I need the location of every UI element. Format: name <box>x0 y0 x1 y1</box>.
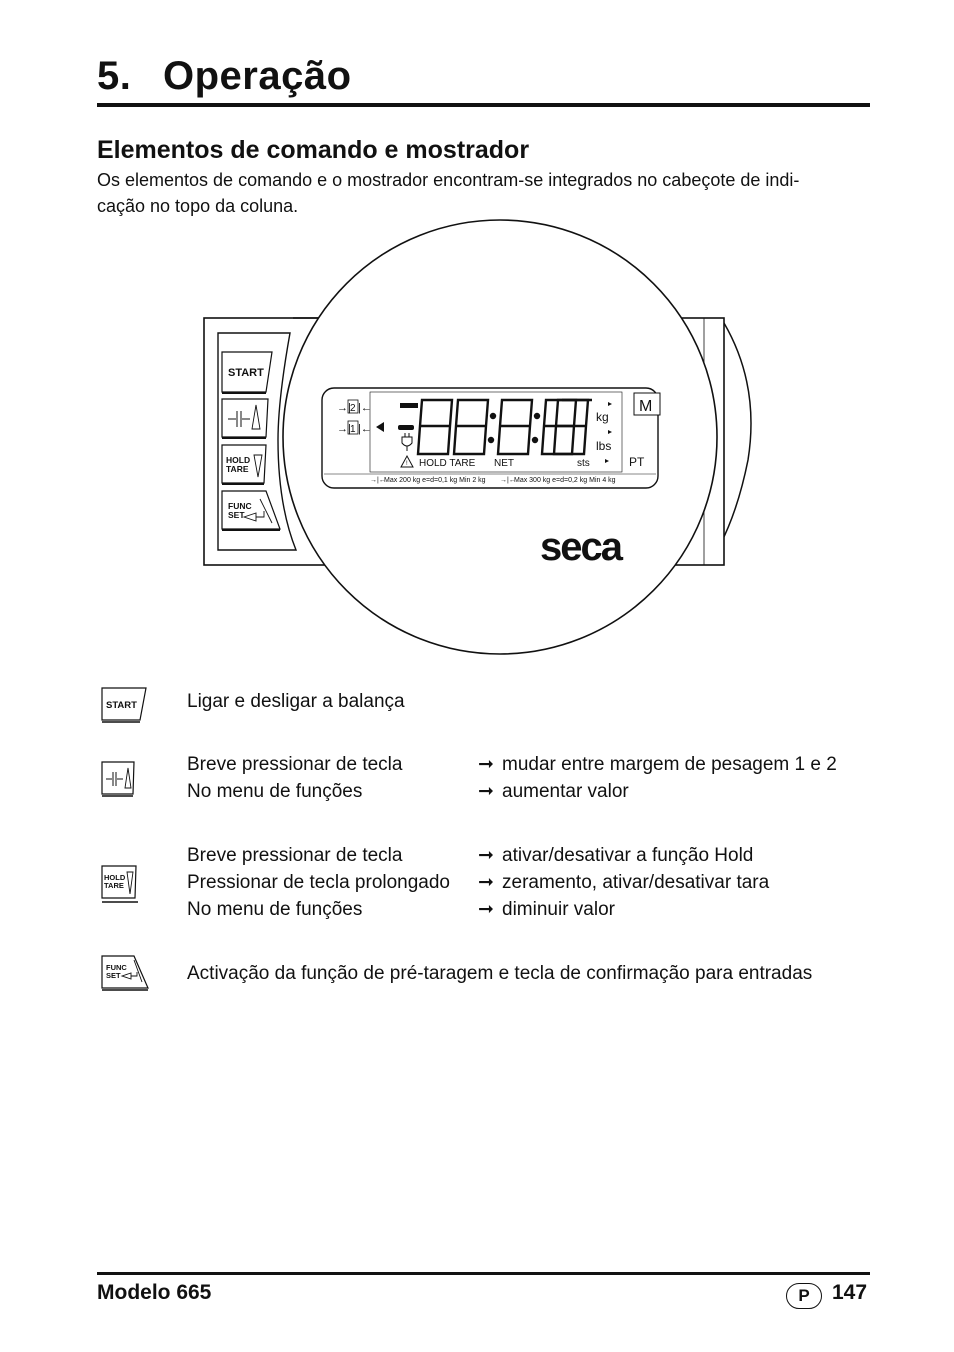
start-key[interactable] <box>222 352 272 393</box>
svg-text:2: 2 <box>350 403 356 414</box>
range-key[interactable] <box>222 399 268 438</box>
hold-result-long: zeramento, ativar/desativar tara <box>502 872 770 893</box>
start-key-label: START <box>228 367 264 379</box>
range-2-indicator <box>337 400 372 414</box>
hold-action-menu: No menu de funções <box>187 899 363 920</box>
range-actions <box>187 751 402 805</box>
brand-logo: seca <box>540 525 621 569</box>
func-set-key-icon <box>100 954 152 994</box>
hold-action-short: Breve pressionar de tecla <box>187 845 403 866</box>
chapter-number: 5. <box>97 54 132 98</box>
footer-model: Modelo 665 <box>97 1281 212 1304</box>
hold-tare-actions <box>187 842 450 923</box>
arrow-icon: ➞ <box>478 872 494 893</box>
func-key-label: FUNC <box>228 501 252 511</box>
svg-text:1: 1 <box>350 424 356 435</box>
svg-text:SET: SET <box>106 971 121 980</box>
range-result-menu: aumentar valor <box>502 781 629 802</box>
svg-text:→|: →| <box>337 423 351 435</box>
country-code: PT <box>629 455 645 469</box>
title-rule <box>97 103 870 107</box>
range-results <box>478 751 837 805</box>
status-net: NET <box>494 458 514 469</box>
set-key-label: SET <box>228 510 245 520</box>
range-action-menu: No menu de funções <box>187 781 363 802</box>
start-description: Ligar e desligar a balança <box>187 691 405 712</box>
hold-tare-key[interactable] <box>222 445 266 484</box>
hold-result-short: ativar/desativar a função Hold <box>502 845 754 866</box>
lcd-display <box>322 388 660 488</box>
memory-indicator: M <box>639 398 653 415</box>
unit-kg: kg <box>596 410 609 424</box>
hold-tare-key-icon <box>100 864 142 908</box>
status-sts: sts <box>577 458 590 469</box>
footer-rule <box>97 1272 870 1275</box>
chapter-name: Operação <box>163 54 352 98</box>
svg-text:|←: |← <box>358 402 372 414</box>
scale-head-illustration <box>200 215 760 660</box>
page-number: 147 <box>832 1281 868 1304</box>
svg-text:→|: →| <box>337 402 351 414</box>
battery-icon <box>400 403 418 408</box>
svg-text:→|←: →|← <box>500 477 516 484</box>
hold-key-label: HOLD <box>226 455 251 465</box>
svg-text:|←: |← <box>358 423 372 435</box>
range-key-icon <box>100 760 140 800</box>
intro-line-2: cação no topo da coluna. <box>97 196 299 216</box>
svg-text:START: START <box>106 700 137 711</box>
section-title: Elementos de comando e mostrador <box>97 136 530 164</box>
hold-tare-results <box>478 842 769 923</box>
hold-result-menu: diminuir valor <box>502 899 615 920</box>
start-key-icon <box>100 686 150 726</box>
range-action-short: Breve pressionar de tecla <box>187 754 403 775</box>
arrow-icon: ➞ <box>478 899 494 920</box>
svg-text:HOLD: HOLD <box>104 873 126 882</box>
status-hold-tare: HOLD TARE <box>419 458 476 469</box>
svg-text:→|←: →|← <box>370 477 386 484</box>
intro-line-1: Os elementos de comando e o mostrador encontram-se integrados no cabeçote de indi- <box>97 170 800 190</box>
unit-lbs: lbs <box>596 439 612 453</box>
func-set-description: Activação da função de pré-taragem e tecla de confirmação para entradas <box>187 963 813 984</box>
svg-text:!: ! <box>406 461 408 467</box>
spec-range-1: Max 200 kg e=d=0,1 kg Min 2 kg <box>384 477 486 484</box>
minus-sign <box>398 425 414 430</box>
svg-text:TARE: TARE <box>104 881 124 890</box>
arrow-icon: ➞ <box>478 781 494 802</box>
spec-range-2: Max 300 kg e=d=0,2 kg Min 4 kg <box>514 477 616 484</box>
hold-action-long: Pressionar de tecla prolongado <box>187 872 451 893</box>
range-result-short: mudar entre margem de pesagem 1 e 2 <box>502 754 837 775</box>
tare-key-label: TARE <box>226 464 249 474</box>
svg-text:FUNC: FUNC <box>106 963 127 972</box>
language-badge: P <box>786 1283 822 1309</box>
arrow-icon: ➞ <box>478 845 494 866</box>
arrow-icon: ➞ <box>478 754 494 775</box>
chapter-title <box>97 52 352 100</box>
intro-paragraph <box>97 167 872 219</box>
range-1-indicator <box>337 421 372 435</box>
